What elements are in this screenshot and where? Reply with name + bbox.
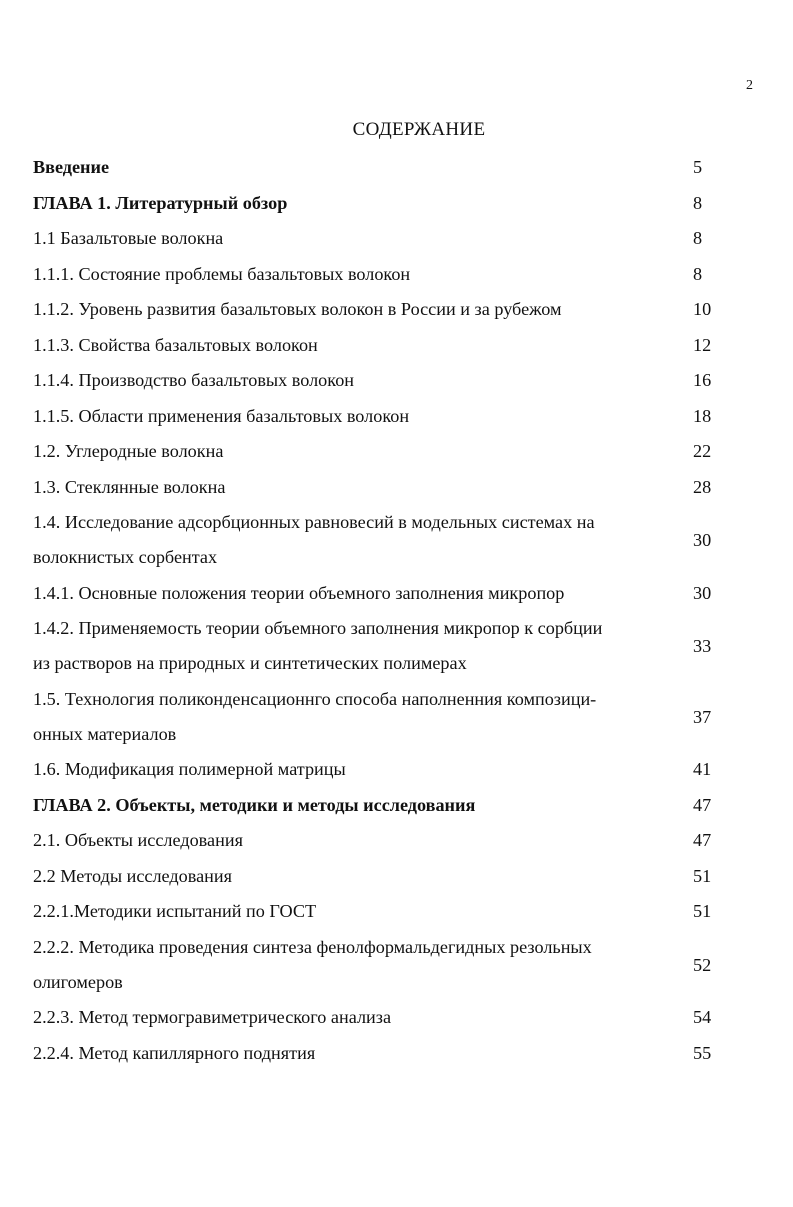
- toc-entry-title: [33, 611, 673, 681]
- toc-entry-page: 47: [693, 830, 712, 850]
- toc-entry: [33, 328, 723, 364]
- toc-entry: [33, 752, 723, 788]
- toc-entry: [33, 434, 723, 470]
- toc-entry-title-line: 1.1 Базальтовые волокна: [33, 228, 224, 248]
- toc-entry-title-line: 2.2.3. Метод термогравиметрического анализа: [33, 1007, 392, 1027]
- table-of-contents: [33, 150, 723, 1071]
- toc-entry-title-line: 1.1.2. Уровень развития базальтовых волокон в России и за рубежом: [33, 299, 562, 319]
- toc-entry-title-line: 2.2.4. Метод капиллярного поднятия: [33, 1042, 316, 1063]
- toc-entry-title: [33, 221, 673, 257]
- toc-entry: [33, 894, 723, 930]
- toc-entry-page: 18: [693, 405, 712, 426]
- toc-entry-page: 55: [693, 1042, 712, 1063]
- toc-entry: [33, 257, 723, 293]
- page-title: СОДЕРЖАНИЕ: [352, 119, 486, 140]
- toc-entry-page: 51: [693, 865, 712, 886]
- toc-entry-title: [33, 859, 673, 895]
- toc-entry-title: [33, 930, 673, 1000]
- toc-entry-title-line: 1.1.3. Свойства базальтовых волокон: [33, 334, 318, 355]
- toc-entry-page: 16: [693, 370, 712, 390]
- toc-entry-title: [33, 894, 673, 930]
- toc-entry-title-line: 1.1.1. Состояние проблемы базальтовых волокон: [33, 263, 411, 284]
- toc-entry: [33, 576, 723, 612]
- toc-entry-page: 54: [693, 1007, 712, 1027]
- toc-entry-title-line: 2.2 Методы исследования: [33, 865, 232, 886]
- toc-entry: [33, 823, 723, 859]
- toc-entry-title: [33, 1036, 673, 1072]
- toc-entry-title-line: из растворов на природных и синтетических полимерах: [33, 653, 467, 673]
- toc-entry-title: [33, 186, 673, 222]
- toc-entry-title-line: Введение: [33, 157, 110, 177]
- toc-entry-page: 51: [693, 901, 712, 921]
- toc-entry: [33, 399, 723, 435]
- toc-entry-title-line: 1.4.2. Применяемость теории объемного заполнения микропор к сорбции: [33, 618, 603, 638]
- toc-entry-title: [33, 823, 673, 859]
- toc-entry-page: 10: [693, 299, 712, 319]
- toc-entry: [33, 682, 723, 753]
- toc-entry-title: [33, 505, 673, 575]
- toc-entry-title-line: 1.4.1. Основные положения теории объемного заполнения микропор: [33, 582, 565, 603]
- toc-entry-title: [33, 470, 673, 506]
- toc-entry: [33, 505, 723, 576]
- toc-entry-title: [33, 328, 673, 364]
- toc-entry-title-line: 1.5. Технология поликонденсационнго способа наполненния композици-: [33, 688, 597, 709]
- toc-entry-title-line: 1.3. Стеклянные волокна: [33, 476, 226, 497]
- toc-entry: [33, 363, 723, 399]
- toc-entry-title: [33, 150, 673, 186]
- toc-entry-title-line: 1.1.4. Производство базальтовых волокон: [33, 370, 355, 390]
- toc-entry-title: [33, 788, 673, 824]
- toc-entry-title-line: ГЛАВА 2. Объекты, методики и методы исследования: [33, 794, 476, 815]
- toc-entry: [33, 221, 723, 257]
- toc-entry-title-line: 1.6. Модификация полимерной матрицы: [33, 759, 346, 779]
- toc-entry-title: [33, 682, 673, 752]
- toc-entry-page: 30: [693, 582, 712, 603]
- toc-entry-page: 41: [693, 759, 712, 779]
- toc-entry-title: [33, 399, 673, 435]
- toc-entry-page: 22: [693, 441, 712, 461]
- toc-entry: [33, 470, 723, 506]
- toc-entry-page: 12: [693, 334, 712, 355]
- toc-entry: [33, 186, 723, 222]
- toc-entry-title-line: 2.1. Объекты исследования: [33, 830, 243, 850]
- toc-entry-title: [33, 257, 673, 293]
- toc-entry: [33, 859, 723, 895]
- toc-entry-title: [33, 292, 673, 328]
- toc-entry-title-line: волокнистых сорбентах: [33, 547, 218, 567]
- toc-entry: [33, 1036, 723, 1072]
- toc-entry-title-line: 1.2. Углеродные волокна: [33, 441, 224, 461]
- toc-entry-title: [33, 1000, 673, 1036]
- toc-entry-title-line: ГЛАВА 1. Литературный обзор: [33, 192, 288, 213]
- toc-entry-page: 52: [693, 954, 712, 975]
- toc-entry-title-line: олигомеров: [33, 971, 123, 992]
- toc-entry-page: 5: [693, 157, 703, 177]
- toc-entry-page: 8: [693, 228, 703, 248]
- toc-entry-page: 47: [693, 794, 712, 815]
- toc-entry: [33, 930, 723, 1001]
- toc-entry-title-line: 2.2.1.Методики испытаний по ГОСТ: [33, 901, 317, 921]
- toc-entry-title-line: 1.4. Исследование адсорбционных равновесий в модельных системах на: [33, 512, 595, 532]
- toc-entry-title-line: онных материалов: [33, 723, 177, 744]
- toc-entry: [33, 788, 723, 824]
- toc-entry: [33, 292, 723, 328]
- toc-entry-page: 30: [693, 530, 712, 550]
- toc-entry: [33, 1000, 723, 1036]
- toc-entry-title: [33, 576, 673, 612]
- toc-entry-page: 8: [693, 263, 703, 284]
- toc-entry-page: 8: [693, 192, 703, 213]
- toc-entry-page: 33: [693, 636, 712, 656]
- toc-entry-title: [33, 752, 673, 788]
- toc-entry-title-line: 1.1.5. Области применения базальтовых волокон: [33, 405, 410, 426]
- toc-entry-title-line: 2.2.2. Методика проведения синтеза фенолформальдегидных резольных: [33, 936, 592, 957]
- toc-entry-title: [33, 434, 673, 470]
- toc-entry: [33, 150, 723, 186]
- toc-entry-page: 37: [693, 706, 712, 727]
- toc-entry-title: [33, 363, 673, 399]
- toc-entry: [33, 611, 723, 682]
- toc-entry-page: 28: [693, 476, 712, 497]
- page-number: 2: [746, 78, 753, 93]
